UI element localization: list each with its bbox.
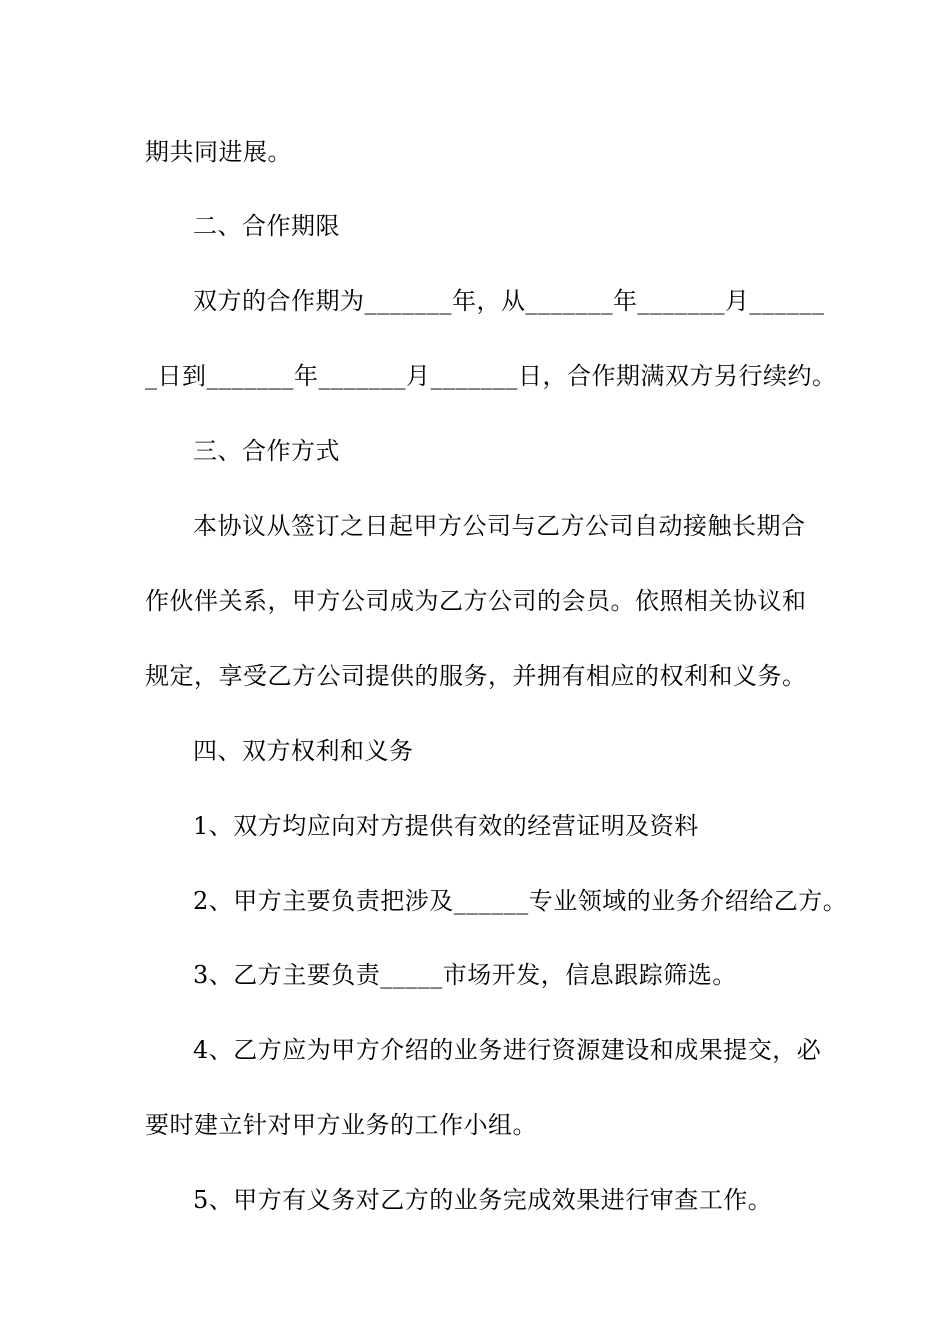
list-item: 3、乙方主要负责_____市场开发，信息跟踪筛选。 <box>193 961 737 989</box>
list-item-continuation: 要时建立针对甲方业务的工作小组。 <box>145 1111 537 1139</box>
section-heading-cooperation-term: 二、合作期限 <box>193 212 340 240</box>
section-heading-cooperation-method: 三、合作方式 <box>193 437 340 465</box>
paragraph-line: 本协议从签订之日起甲方公司与乙方公司自动接触长期合 <box>193 512 806 540</box>
list-item: 4、乙方应为甲方介绍的业务进行资源建设和成果提交，必 <box>193 1036 822 1064</box>
section-heading-rights-obligations: 四、双方权利和义务 <box>193 737 414 765</box>
paragraph-line: 规定，享受乙方公司提供的服务，并拥有相应的权利和义务。 <box>145 662 807 690</box>
paragraph-line: _日到_______年_______月_______日，合作期满双方另行续约。 <box>145 362 837 390</box>
list-item: 1、双方均应向对方提供有效的经营证明及资料 <box>193 812 699 840</box>
list-item: 2、甲方主要负责把涉及______专业领域的业务介绍给乙方。 <box>193 887 848 915</box>
paragraph-line: 作伙伴关系，甲方公司成为乙方公司的会员。依照相关协议和 <box>145 587 807 615</box>
paragraph-line: 双方的合作期为_______年，从_______年_______月______ <box>193 287 825 315</box>
paragraph-continuation: 期共同进展。 <box>145 138 292 166</box>
list-item: 5、甲方有义务对乙方的业务完成效果进行审查工作。 <box>193 1186 773 1214</box>
